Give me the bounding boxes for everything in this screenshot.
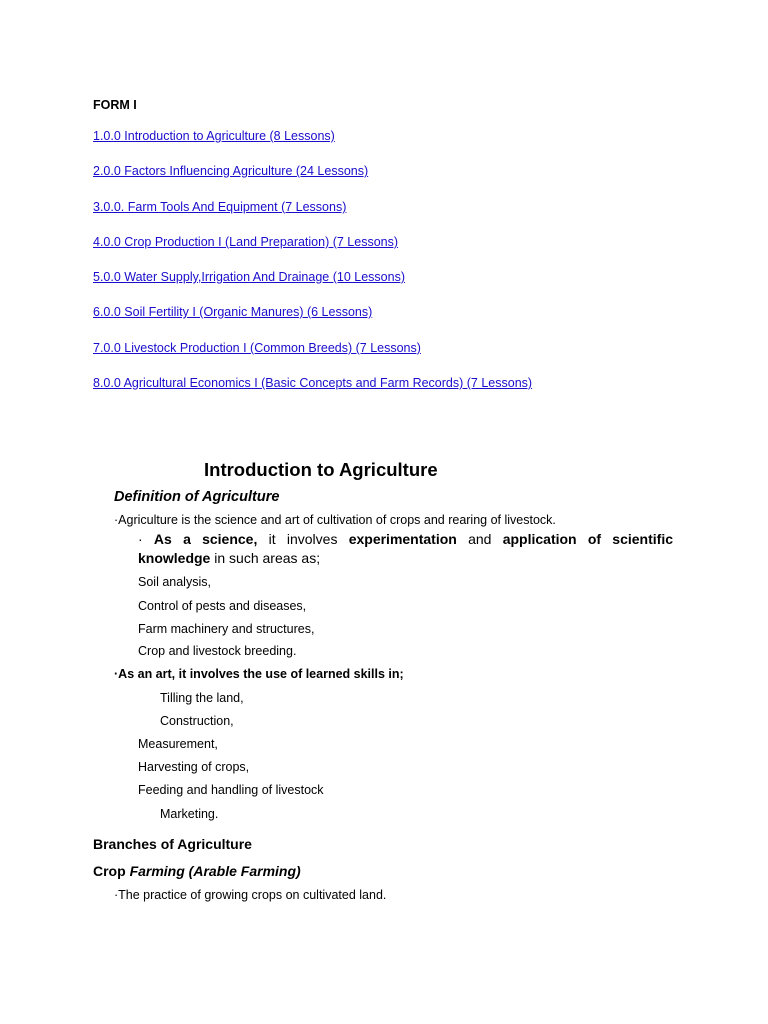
crop-farming-text: ·The practice of growing crops on cultivated land. <box>114 888 387 902</box>
page-title: Introduction to Agriculture <box>204 459 438 480</box>
definition-heading: Definition of Agriculture <box>114 489 280 505</box>
application-phrase: application of scientific knowledge <box>138 531 673 566</box>
toc-link-1[interactable]: 1.0.0 Introduction to Agriculture (8 Lessons) <box>93 129 335 143</box>
science-item: Soil analysis, <box>138 575 211 589</box>
toc-link-6[interactable]: 6.0.0 Soil Fertility I (Organic Manures) (6 Lessons) <box>93 305 373 319</box>
branches-heading: Branches of Agriculture <box>93 836 252 852</box>
art-item: Marketing. <box>160 807 219 821</box>
science-paragraph <box>138 530 673 568</box>
crop-italic: Farming (Arable Farming) <box>129 863 301 879</box>
involves-text: it involves <box>257 531 349 547</box>
and-text: and <box>456 531 503 547</box>
toc-link-8[interactable]: 8.0.0 Agricultural Economics I (Basic Concepts and Farm Records) (7 Lessons) <box>93 376 533 390</box>
toc-link-2[interactable]: 2.0.0 Factors Influencing Agriculture (24 Lessons) <box>93 164 369 178</box>
crop-farming-heading <box>93 863 301 879</box>
science-item: Crop and livestock breeding. <box>138 644 297 658</box>
art-heading: ·As an art, it involves the use of learned skills in; <box>114 667 404 681</box>
toc-link-5[interactable]: 5.0.0 Water Supply,Irrigation And Drainage (10 Lessons) <box>93 270 405 284</box>
art-item: Feeding and handling of livestock <box>138 783 324 797</box>
experimentation-phrase: experimentation <box>348 531 457 547</box>
art-item: Tilling the land, <box>160 691 244 705</box>
form-heading: FORM I <box>93 98 137 112</box>
science-item: Farm machinery and structures, <box>138 622 315 636</box>
art-item: Measurement, <box>138 737 218 751</box>
art-item: Harvesting of crops, <box>138 760 250 774</box>
bullet: · <box>138 531 154 547</box>
as-science-phrase: As a science, <box>153 531 258 547</box>
crop-prefix: Crop <box>93 863 130 879</box>
toc-link-3[interactable]: 3.0.0. Farm Tools And Equipment (7 Lessons) <box>93 200 347 214</box>
toc-link-7[interactable]: 7.0.0 Livestock Production I (Common Breeds) (7 Lessons) <box>93 341 421 355</box>
definition-text: ·Agriculture is the science and art of cultivation of crops and rearing of livestock. <box>114 513 556 527</box>
science-item: Control of pests and diseases, <box>138 599 307 613</box>
areas-text: in such areas as; <box>210 550 321 566</box>
toc-link-4[interactable]: 4.0.0 Crop Production I (Land Preparation) (7 Lessons) <box>93 235 399 249</box>
art-item: Construction, <box>160 714 234 728</box>
